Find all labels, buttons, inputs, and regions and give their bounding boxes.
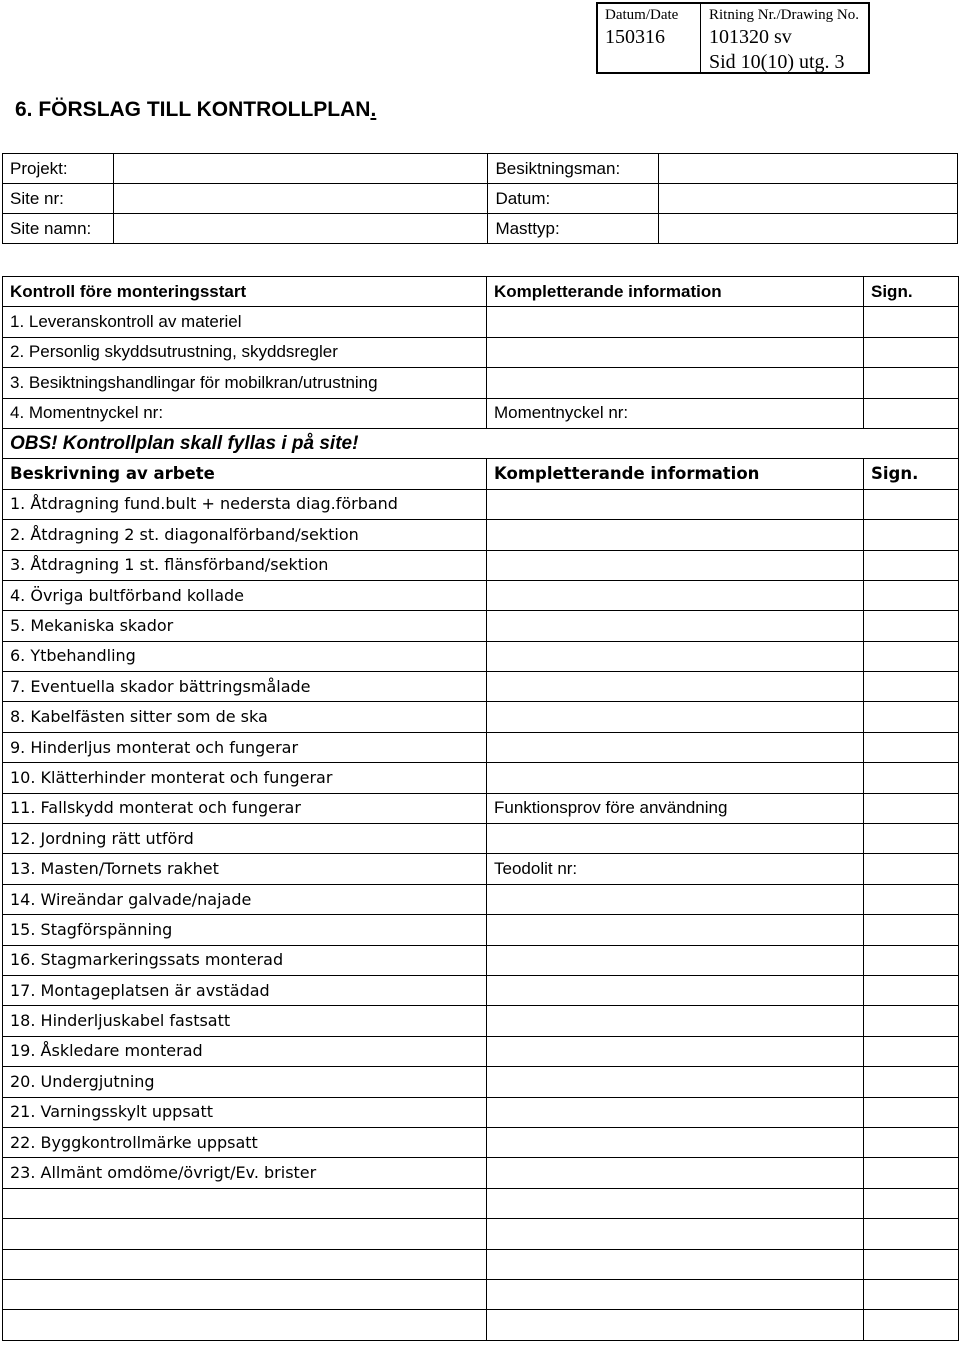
info-field[interactable]: [487, 1036, 864, 1066]
blank-info-field[interactable]: [487, 1279, 864, 1309]
project-label: Site namn:: [3, 214, 114, 244]
blank-description-field[interactable]: [3, 1188, 487, 1218]
sign-field[interactable]: [864, 945, 959, 975]
blank-row: [3, 1310, 959, 1340]
checklist-item: 16. Stagmarkeringssats monterad: [3, 945, 487, 975]
info-field[interactable]: [487, 1067, 864, 1097]
column-header-description: Beskrivning av arbete: [3, 459, 487, 489]
checklist-item: 8. Kabelfästen sitter som de ska: [3, 702, 487, 732]
date-value: 150316: [605, 26, 665, 48]
checklist-row: [3, 307, 959, 337]
checklist-row: [3, 975, 959, 1005]
sign-field[interactable]: [864, 368, 959, 398]
info-field[interactable]: [487, 945, 864, 975]
sign-field[interactable]: [864, 824, 959, 854]
title-text: FÖRSLAG TILL KONTROLLPLAN: [38, 98, 371, 121]
checklist-row: [3, 732, 959, 762]
checklist-row: [3, 368, 959, 398]
checklist-item: 19. Åskledare monterad: [3, 1036, 487, 1066]
column-header-sign: Sign.: [864, 277, 959, 307]
date-label: Datum/Date: [605, 7, 679, 23]
column-header-info: Kompletterande information: [487, 459, 864, 489]
checklist-item: 17. Montageplatsen är avstädad: [3, 975, 487, 1005]
project-row: [3, 154, 958, 184]
checklist-row: [3, 854, 959, 884]
info-field[interactable]: Momentnyckel nr:: [487, 398, 864, 428]
sign-field[interactable]: [864, 398, 959, 428]
checklist-row: [3, 702, 959, 732]
blank-sign-field[interactable]: [864, 1310, 959, 1340]
control-plan-table: [2, 276, 959, 1341]
info-field[interactable]: [487, 550, 864, 580]
checklist-row: [3, 611, 959, 641]
checklist-item: 13. Masten/Tornets rakhet: [3, 854, 487, 884]
project-label: Site nr:: [3, 184, 114, 214]
drawing-number: 101320 sv: [709, 26, 792, 48]
info-field[interactable]: [487, 702, 864, 732]
info-field[interactable]: [487, 763, 864, 793]
checklist-row: [3, 489, 959, 519]
checklist-row: [3, 945, 959, 975]
checklist-item: 23. Allmänt omdöme/övrigt/Ev. brister: [3, 1158, 487, 1188]
checklist-item: 22. Byggkontrollmärke uppsatt: [3, 1127, 487, 1157]
checklist-item: 12. Jordning rätt utförd: [3, 824, 487, 854]
section-header-row: [3, 459, 959, 489]
sign-field[interactable]: [864, 763, 959, 793]
sign-field[interactable]: [864, 489, 959, 519]
obs-notice: OBS! Kontrollplan skall fyllas i på site!: [3, 428, 959, 458]
sign-field[interactable]: [864, 1158, 959, 1188]
info-field[interactable]: [487, 1006, 864, 1036]
checklist-item: 2. Åtdragning 2 st. diagonalförband/sektion: [3, 520, 487, 550]
project-info-table: [2, 153, 958, 244]
blank-description-field[interactable]: [3, 1249, 487, 1279]
info-field[interactable]: [487, 641, 864, 671]
checklist-row: [3, 1097, 959, 1127]
info-field[interactable]: [487, 732, 864, 762]
blank-description-field[interactable]: [3, 1219, 487, 1249]
sign-field[interactable]: [864, 580, 959, 610]
project-value-field[interactable]: [659, 184, 958, 214]
sign-field[interactable]: [864, 884, 959, 914]
blank-row: [3, 1188, 959, 1218]
sign-field[interactable]: [864, 641, 959, 671]
checklist-row: [3, 672, 959, 702]
checklist-item: 4. Momentnyckel nr:: [3, 398, 487, 428]
sign-field[interactable]: [864, 550, 959, 580]
column-header-sign: Sign.: [864, 459, 959, 489]
column-header-description: Kontroll före monteringsstart: [3, 277, 487, 307]
checklist-row: [3, 550, 959, 580]
sign-field[interactable]: [864, 915, 959, 945]
info-field[interactable]: [487, 368, 864, 398]
sign-field[interactable]: [864, 793, 959, 823]
project-value-field[interactable]: [659, 214, 958, 244]
info-field[interactable]: [487, 672, 864, 702]
checklist-row: [3, 398, 959, 428]
obs-row: [3, 428, 959, 458]
checklist-item: 2. Personlig skyddsutrustning, skyddsregler: [3, 337, 487, 367]
checklist-item: 15. Stagförspänning: [3, 915, 487, 945]
page-title: [15, 98, 376, 122]
blank-description-field[interactable]: [3, 1279, 487, 1309]
checklist-item: 21. Varningsskylt uppsatt: [3, 1097, 487, 1127]
info-field[interactable]: [487, 1097, 864, 1127]
drawing-header-box: [596, 2, 870, 74]
info-field[interactable]: [487, 489, 864, 519]
sign-field[interactable]: [864, 854, 959, 884]
blank-sign-field[interactable]: [864, 1279, 959, 1309]
project-value-field[interactable]: [659, 154, 958, 184]
sign-field[interactable]: [864, 1006, 959, 1036]
blank-row: [3, 1279, 959, 1309]
checklist-row: [3, 337, 959, 367]
checklist-row: [3, 1127, 959, 1157]
checklist-item: 14. Wireändar galvade/najade: [3, 884, 487, 914]
project-label: Masttyp:: [488, 214, 659, 244]
checklist-item: 6. Ytbehandling: [3, 641, 487, 671]
sign-field[interactable]: [864, 1127, 959, 1157]
sign-field[interactable]: [864, 975, 959, 1005]
info-field[interactable]: [487, 520, 864, 550]
checklist-row: [3, 1006, 959, 1036]
project-label: Besiktningsman:: [488, 154, 659, 184]
blank-info-field[interactable]: [487, 1188, 864, 1218]
checklist-item: 20. Undergjutning: [3, 1067, 487, 1097]
sign-field[interactable]: [864, 1036, 959, 1066]
checklist-row: [3, 520, 959, 550]
title-suffix: .: [370, 98, 377, 121]
checklist-item: 1. Åtdragning fund.bult + nedersta diag.förband: [3, 489, 487, 519]
sign-field[interactable]: [864, 520, 959, 550]
checklist-row: [3, 915, 959, 945]
info-field[interactable]: [487, 915, 864, 945]
checklist-item: 18. Hinderljuskabel fastsatt: [3, 1006, 487, 1036]
info-field[interactable]: [487, 307, 864, 337]
info-field[interactable]: [487, 337, 864, 367]
checklist-row: [3, 1036, 959, 1066]
checklist-item: 10. Klätterhinder monterat och fungerar: [3, 763, 487, 793]
info-field[interactable]: [487, 1127, 864, 1157]
sign-field[interactable]: [864, 337, 959, 367]
blank-description-field[interactable]: [3, 1310, 487, 1340]
checklist-item: 9. Hinderljus monterat och fungerar: [3, 732, 487, 762]
title-number: 6.: [15, 98, 33, 121]
checklist-item: 1. Leveranskontroll av materiel: [3, 307, 487, 337]
blank-row: [3, 1219, 959, 1249]
sign-field[interactable]: [864, 307, 959, 337]
checklist-row: [3, 580, 959, 610]
checklist-item: 4. Övriga bultförband kollade: [3, 580, 487, 610]
checklist-row: [3, 641, 959, 671]
blank-sign-field[interactable]: [864, 1188, 959, 1218]
column-header-info: Kompletterande information: [487, 277, 864, 307]
project-label: Datum:: [488, 184, 659, 214]
project-row: [3, 214, 958, 244]
checklist-item: 7. Eventuella skador bättringsmålade: [3, 672, 487, 702]
sign-field[interactable]: [864, 672, 959, 702]
checklist-row: [3, 824, 959, 854]
project-row: [3, 184, 958, 214]
sign-field[interactable]: [864, 1097, 959, 1127]
project-value-field[interactable]: [113, 184, 488, 214]
blank-sign-field[interactable]: [864, 1249, 959, 1279]
blank-info-field[interactable]: [487, 1310, 864, 1340]
info-field[interactable]: [487, 580, 864, 610]
drawing-label: Ritning Nr./Drawing No.: [709, 7, 859, 23]
checklist-row: [3, 763, 959, 793]
checklist-row: [3, 793, 959, 823]
checklist-item: 3. Besiktningshandlingar för mobilkran/utrustning: [3, 368, 487, 398]
page-number: Sid 10(10) utg. 3: [709, 51, 845, 73]
sign-field[interactable]: [864, 1067, 959, 1097]
blank-info-field[interactable]: [487, 1219, 864, 1249]
drawing-cell: [701, 4, 868, 72]
blank-row: [3, 1249, 959, 1279]
info-field[interactable]: Teodolit nr:: [487, 854, 864, 884]
date-cell: [598, 4, 701, 72]
project-label: Projekt:: [3, 154, 114, 184]
info-field[interactable]: [487, 611, 864, 641]
info-field[interactable]: [487, 1158, 864, 1188]
project-value-field[interactable]: [113, 154, 488, 184]
checklist-item: 3. Åtdragning 1 st. flänsförband/sektion: [3, 550, 487, 580]
section-header-row: [3, 277, 959, 307]
sign-field[interactable]: [864, 732, 959, 762]
checklist-item: 11. Fallskydd monterat och fungerar: [3, 793, 487, 823]
info-field[interactable]: [487, 824, 864, 854]
checklist-item: 5. Mekaniska skador: [3, 611, 487, 641]
blank-sign-field[interactable]: [864, 1219, 959, 1249]
sign-field[interactable]: [864, 702, 959, 732]
checklist-row: [3, 884, 959, 914]
project-value-field[interactable]: [113, 214, 488, 244]
sign-field[interactable]: [864, 611, 959, 641]
info-field[interactable]: [487, 884, 864, 914]
info-field[interactable]: [487, 975, 864, 1005]
blank-info-field[interactable]: [487, 1249, 864, 1279]
checklist-row: [3, 1067, 959, 1097]
info-field[interactable]: Funktionsprov före användning: [487, 793, 864, 823]
checklist-row: [3, 1158, 959, 1188]
